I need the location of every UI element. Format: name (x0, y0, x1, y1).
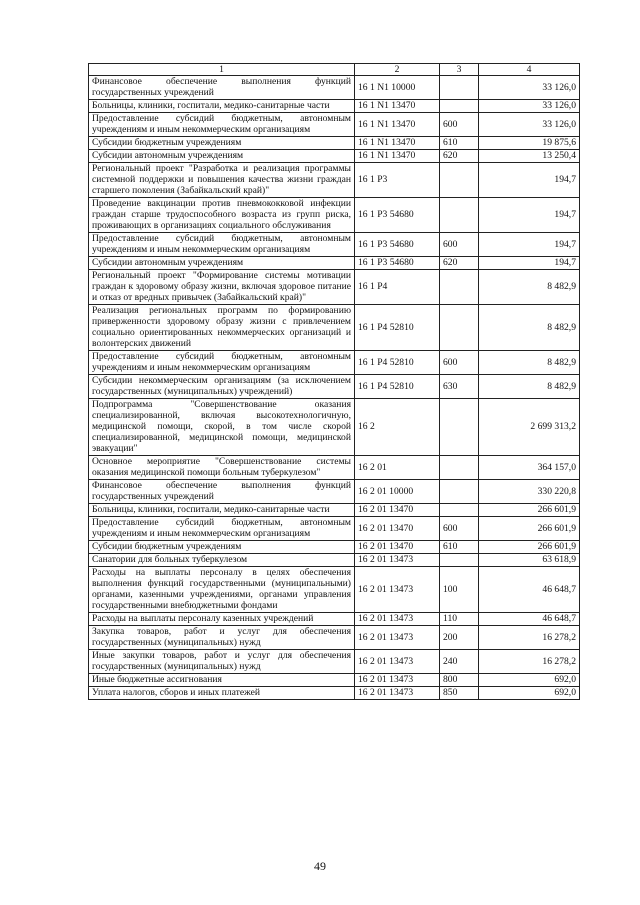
expense-type: 600 (440, 517, 479, 541)
expense-type: 600 (440, 233, 479, 257)
item-code: 16 1 P3 54680 (355, 198, 440, 233)
table-row (89, 567, 580, 613)
item-amount: 13 250,4 (479, 150, 580, 163)
item-name: Иные закупки товаров, работ и услуг для обеспечения государственных (муниципальных) нужд (89, 650, 355, 674)
item-amount: 194,7 (479, 163, 580, 198)
expense-type (440, 76, 479, 100)
item-code: 16 2 01 10000 (355, 480, 440, 504)
expense-type: 610 (440, 541, 479, 554)
item-code: 16 1 P4 (355, 270, 440, 305)
expense-type (440, 480, 479, 504)
table-row (89, 375, 580, 399)
item-amount: 692,0 (479, 687, 580, 700)
table-row (89, 270, 580, 305)
item-name: Предоставление субсидий бюджетным, автономным учреждениям и иным некоммерческим организациям (89, 351, 355, 375)
item-amount: 266 601,9 (479, 504, 580, 517)
item-code: 16 1 P3 54680 (355, 233, 440, 257)
item-amount: 194,7 (479, 257, 580, 270)
item-code: 16 2 01 (355, 456, 440, 480)
item-code: 16 1 N1 13470 (355, 137, 440, 150)
table-row (89, 113, 580, 137)
budget-table (88, 63, 580, 700)
item-name: Подпрограмма "Совершенствование оказания специализированной, включая высокотехнологичную, медицинской помощи, скорой, в том числе скорой специализированной, медицинской помощи, медицинской эвакуации" (89, 399, 355, 456)
table-row (89, 456, 580, 480)
item-name: Предоставление субсидий бюджетным, автономным учреждениям и иным некоммерческим организациям (89, 233, 355, 257)
item-amount: 330 220,8 (479, 480, 580, 504)
item-name: Региональный проект "Разработка и реализация программы системной поддержки и повышения качества жизни граждан старшего поколения (Забайкальский край)" (89, 163, 355, 198)
item-amount: 692,0 (479, 674, 580, 687)
item-code: 16 2 01 13473 (355, 554, 440, 567)
expense-type: 600 (440, 351, 479, 375)
item-name: Предоставление субсидий бюджетным, автономным учреждениям и иным некоммерческим организациям (89, 517, 355, 541)
table-row (89, 150, 580, 163)
header-col-2: 2 (355, 64, 440, 76)
item-name: Субсидии автономным учреждениям (89, 150, 355, 163)
item-name: Субсидии бюджетным учреждениям (89, 541, 355, 554)
table-row (89, 257, 580, 270)
expense-type (440, 270, 479, 305)
expense-type (440, 198, 479, 233)
item-amount: 16 278,2 (479, 626, 580, 650)
table-row (89, 650, 580, 674)
expense-type (440, 399, 479, 456)
item-name: Субсидии некоммерческим организациям (за исключением государственных (муниципальных) учреждений) (89, 375, 355, 399)
expense-type: 100 (440, 567, 479, 613)
item-code: 16 1 P4 52810 (355, 351, 440, 375)
table-row (89, 517, 580, 541)
expense-type: 850 (440, 687, 479, 700)
table-row (89, 137, 580, 150)
table-row (89, 674, 580, 687)
table-row (89, 480, 580, 504)
expense-type: 110 (440, 613, 479, 626)
item-name: Санатории для больных туберкулезом (89, 554, 355, 567)
item-name: Предоставление субсидий бюджетным, автономным учреждениям и иным некоммерческим организациям (89, 113, 355, 137)
table-row (89, 305, 580, 351)
item-amount: 33 126,0 (479, 113, 580, 137)
expense-type: 610 (440, 137, 479, 150)
table-row (89, 163, 580, 198)
table-row (89, 233, 580, 257)
item-amount: 194,7 (479, 198, 580, 233)
table-row (89, 100, 580, 113)
item-amount: 194,7 (479, 233, 580, 257)
item-amount: 19 875,6 (479, 137, 580, 150)
expense-type (440, 554, 479, 567)
item-code: 16 1 N1 13470 (355, 150, 440, 163)
item-name: Субсидии автономным учреждениям (89, 257, 355, 270)
item-name: Уплата налогов, сборов и иных платежей (89, 687, 355, 700)
table-row (89, 687, 580, 700)
item-code: 16 2 01 13473 (355, 674, 440, 687)
item-code: 16 1 P4 52810 (355, 305, 440, 351)
header-col-1: 1 (89, 64, 355, 76)
table-row (89, 613, 580, 626)
expense-type: 620 (440, 257, 479, 270)
table-row (89, 504, 580, 517)
item-amount: 8 482,9 (479, 270, 580, 305)
item-name: Реализация региональных программ по формированию приверженности здоровому образу жизни с привлечением социально ориентированных некоммерческих организаций и волонтерских движений (89, 305, 355, 351)
table-row (89, 626, 580, 650)
table-header-row (89, 64, 580, 76)
item-code: 16 1 P4 52810 (355, 375, 440, 399)
item-amount: 364 157,0 (479, 456, 580, 480)
table-row (89, 351, 580, 375)
item-amount: 63 618,9 (479, 554, 580, 567)
item-amount: 8 482,9 (479, 305, 580, 351)
expense-type: 600 (440, 113, 479, 137)
item-code: 16 1 N1 13470 (355, 100, 440, 113)
expense-type: 620 (440, 150, 479, 163)
item-name: Больницы, клиники, госпитали, медико-санитарные части (89, 504, 355, 517)
table-row (89, 554, 580, 567)
page-number: 49 (314, 859, 326, 873)
expense-type (440, 504, 479, 517)
item-code: 16 1 P3 54680 (355, 257, 440, 270)
item-name: Расходы на выплаты персоналу казенных учреждений (89, 613, 355, 626)
item-code: 16 1 P3 (355, 163, 440, 198)
item-name: Иные бюджетные ассигнования (89, 674, 355, 687)
item-code: 16 1 N1 10000 (355, 76, 440, 100)
item-amount: 266 601,9 (479, 517, 580, 541)
item-amount: 46 648,7 (479, 567, 580, 613)
item-name: Основное мероприятие "Совершенствование системы оказания медицинской помощи больным туберкулезом" (89, 456, 355, 480)
item-amount: 16 278,2 (479, 650, 580, 674)
expense-type (440, 305, 479, 351)
table-row (89, 541, 580, 554)
item-amount: 8 482,9 (479, 375, 580, 399)
item-code: 16 2 01 13473 (355, 650, 440, 674)
expense-type (440, 163, 479, 198)
table-body (89, 76, 580, 700)
item-amount: 33 126,0 (479, 100, 580, 113)
item-name: Финансовое обеспечение выполнения функций государственных учреждений (89, 480, 355, 504)
item-code: 16 2 01 13473 (355, 687, 440, 700)
item-code: 16 1 N1 13470 (355, 113, 440, 137)
item-amount: 266 601,9 (479, 541, 580, 554)
item-name: Финансовое обеспечение выполнения функций государственных учреждений (89, 76, 355, 100)
expense-type: 240 (440, 650, 479, 674)
item-amount: 8 482,9 (479, 351, 580, 375)
item-name: Больницы, клиники, госпитали, медико-санитарные части (89, 100, 355, 113)
item-code: 16 2 01 13470 (355, 541, 440, 554)
table-row (89, 198, 580, 233)
item-code: 16 2 01 13470 (355, 504, 440, 517)
item-name: Региональный проект "Формирование системы мотивации граждан к здоровому образу жизни, включая здоровое питание и отказ от вредных привычек (Забайкальский край)" (89, 270, 355, 305)
expense-type: 200 (440, 626, 479, 650)
item-code: 16 2 01 13473 (355, 626, 440, 650)
item-code: 16 2 01 13473 (355, 613, 440, 626)
expense-type (440, 100, 479, 113)
item-amount: 2 699 313,2 (479, 399, 580, 456)
expense-type: 800 (440, 674, 479, 687)
item-name: Закупка товаров, работ и услуг для обеспечения государственных (муниципальных) нужд (89, 626, 355, 650)
expense-type: 630 (440, 375, 479, 399)
header-col-4: 4 (479, 64, 580, 76)
header-col-3: 3 (440, 64, 479, 76)
item-code: 16 2 01 13473 (355, 567, 440, 613)
item-name: Субсидии бюджетным учреждениям (89, 137, 355, 150)
item-amount: 46 648,7 (479, 613, 580, 626)
item-amount: 33 126,0 (479, 76, 580, 100)
item-code: 16 2 01 13470 (355, 517, 440, 541)
table-row (89, 76, 580, 100)
item-code: 16 2 (355, 399, 440, 456)
expense-type (440, 456, 479, 480)
table-row (89, 399, 580, 456)
item-name: Проведение вакцинации против пневмококковой инфекции граждан старше трудоспособного возраста из групп риска, проживающих в организациях социального обслуживания (89, 198, 355, 233)
item-name: Расходы на выплаты персоналу в целях обеспечения выполнения функций государственными (муниципальными) органами, казенными учреждениями, органами управления государственными внебюджетными фондами (89, 567, 355, 613)
